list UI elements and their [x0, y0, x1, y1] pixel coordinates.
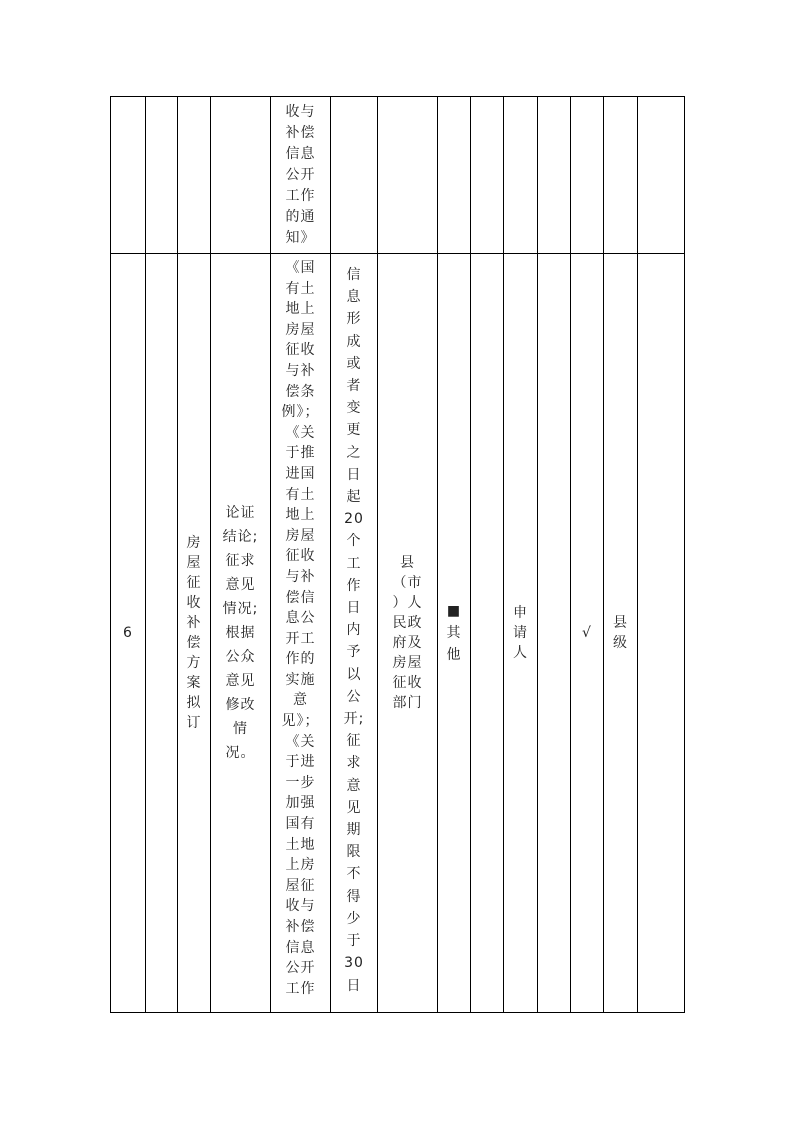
row-number: 6: [123, 625, 133, 641]
time-limit-text: 信 息 形 成 或 者 变 更 之 日 起 20 个 工 作 日 内 予 以 公 开; 征 求 意 见 期 限 不 得 少 于 30 日: [343, 267, 365, 994]
channel-text: ■ 其 他: [447, 600, 462, 666]
time-limit-cell: [331, 264, 377, 1004]
level-text: 县 级: [613, 615, 628, 651]
prev-row-basis-cell: [271, 100, 330, 250]
content-text: 论证 结论; 征求 意见 情况; 根据 公众 意见 修改 情 况。: [222, 505, 259, 761]
table-bottom-border: [110, 1012, 685, 1013]
table-right-border: [684, 96, 685, 1013]
subject-cell: [378, 254, 437, 1012]
col-border: [637, 96, 638, 1013]
row-number-cell: [111, 254, 145, 1012]
check-cell: [571, 254, 603, 1012]
target-text: 申 请 人: [513, 605, 528, 661]
item-name-cell: [178, 254, 210, 1012]
target-cell: [504, 254, 537, 1012]
basis-cell: [271, 258, 330, 1010]
level-cell: [604, 254, 637, 1012]
item-name-text: 房 屋 征 收 补 偿 方 案 拟 订: [186, 535, 202, 731]
col-border: [145, 96, 146, 1013]
col-border: [537, 96, 538, 1013]
table-top-border: [110, 96, 685, 97]
check-mark: √: [582, 625, 592, 641]
channel-cell: [438, 254, 470, 1012]
prev-row-basis-text: 收与 补偿 信息 公开 工作 的通 知》: [285, 103, 316, 246]
basis-text: 《国 有土 地上 房屋 征收 与补 偿条 例》； 《关 于推 进国 有土 地上 房屋 征收 与补 偿信 息公 开工 作的 实施 意 见》； 《关 于进 一步 加强 国有 土地 上房 屋征 收与 补偿 信息 公开 工作: [281, 260, 320, 997]
col-border: [470, 96, 471, 1013]
channel-checkbox-mark: ■: [446, 603, 462, 619]
subject-text: 县 （市 ）人 民政 府及 房屋 征收 部门: [392, 555, 423, 711]
content-cell: [211, 254, 270, 1012]
